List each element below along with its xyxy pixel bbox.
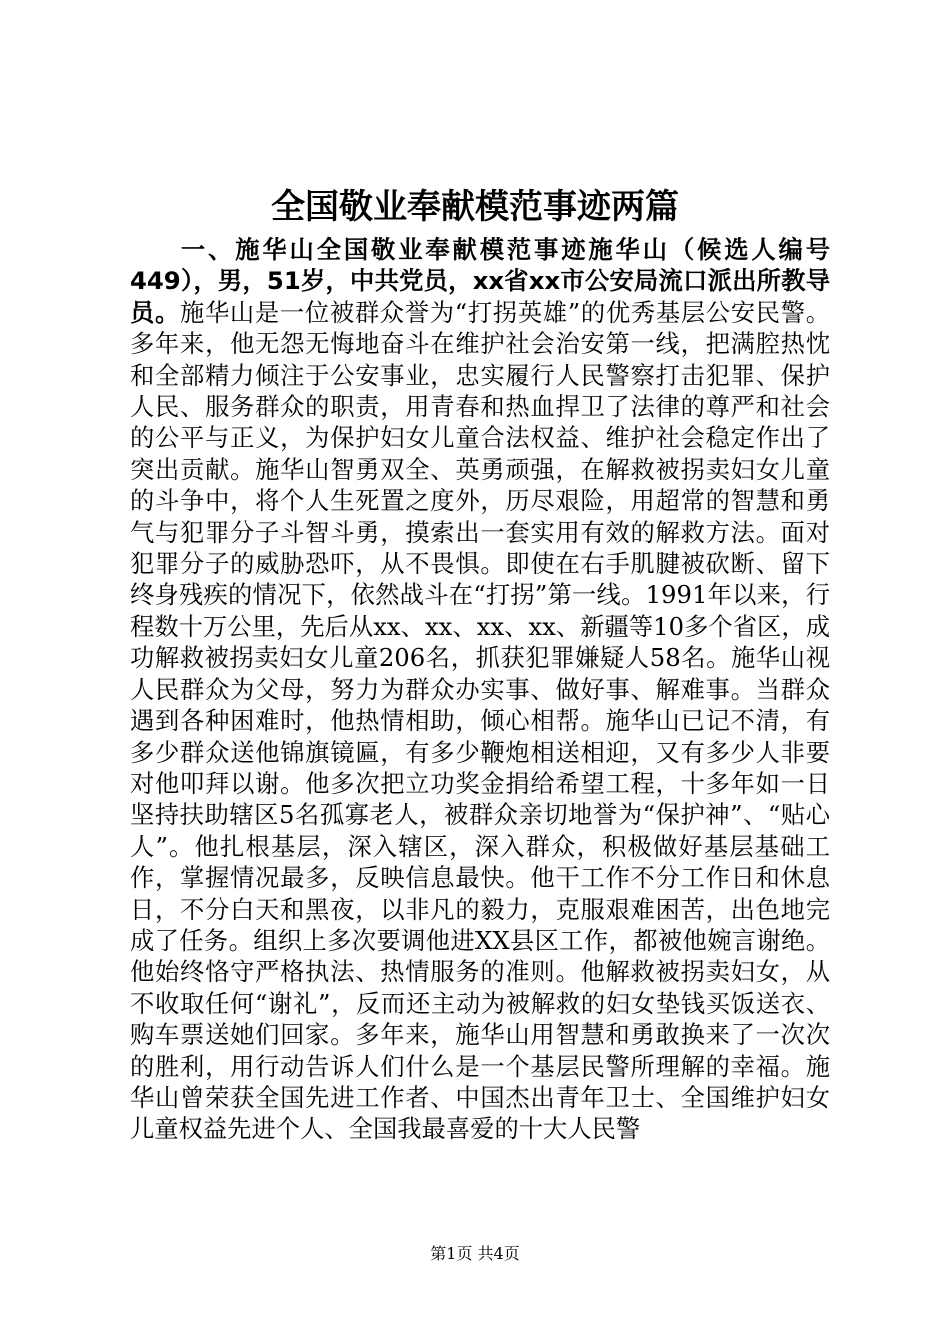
document-title: 全国敬业奉献模范事迹两篇 <box>271 187 679 227</box>
document-body <box>130 234 830 1145</box>
section-lead: 一、施华山全国敬业奉献模范事迹施华山（候选人编号449），男，51岁，中共党员，xx省xx市公安局流口派出所教导员。 <box>130 235 830 327</box>
page-number: 第1页 共4页 <box>430 1244 520 1263</box>
body-text: 施华山是一位被群众誉为“打拐英雄”的优秀基层公安民警。多年来，他无怨无悔地奋斗在维护社会治安第一线，把满腔热忱和全部精力倾注于公安事业，忠实履行人民警察打击犯罪、保护人民、服务群众的职责，用青春和热血捍卫了法律的尊严和社会的公平与正义，为保护妇女儿童合法权益、维护社会稳定作出了突出贡献。施华山智勇双全、英勇顽强，在解救被拐卖妇女儿童的斗争中，将个人生死置之度外，历尽艰险，用超常的智慧和勇气与犯罪分子斗智斗勇，摸索出一套实用有效的解救方法。面对犯罪分子的威胁恐吓，从不畏惧。即使在右手肌腱被砍断、留下终身残疾的情况下，依然战斗在“打拐”第一线。1991年以来，行程数十万公里，先后从xx、xx、xx、xx、新疆等10多个省区，成功解救被拐卖妇女儿童206名，抓获犯罪嫌疑人58名。施华山视人民群众为父母，努力为群众办实事、做好事、解难事。当群众遇到各种困难时，他热情相助，倾心相帮。施华山已记不清，有多少群众送他锦旗镜匾，有多少鞭炮相送相迎，又有多少人非要对他叩拜以谢。他多次把立功奖金捐给希望工程，十多年如一日坚持扶助辖区5名孤寡老人，被群众亲切地誉为“保护神”、“贴心人”。他扎根基层，深入辖区，深入群众，积极做好基层基础工作，掌握情况最多，反映信息最快。他干工作不分工作日和休息日，不分白天和黑夜，以非凡的毅力，克服艰难困苦，出色地完成了任务。组织上多次要调他进XX县区工作，都被他婉言谢绝。他始终恪守严格执法、热情服务的准则。他解救被拐卖妇女，从不收取任何“谢礼”，反而还主动为被解救的妇女垫钱买饭送衣、购车票送她们回家。多年来，施华山用智慧和勇敢换来了一次次的胜利，用行动告诉人们什么是一个基层民警所理解的幸福。施华山曾荣获全国先进工作者、中国杰出青年卫士、全国维护妇女儿童权益先进个人、全国我最喜爱的十大人民警 <box>130 297 831 1144</box>
